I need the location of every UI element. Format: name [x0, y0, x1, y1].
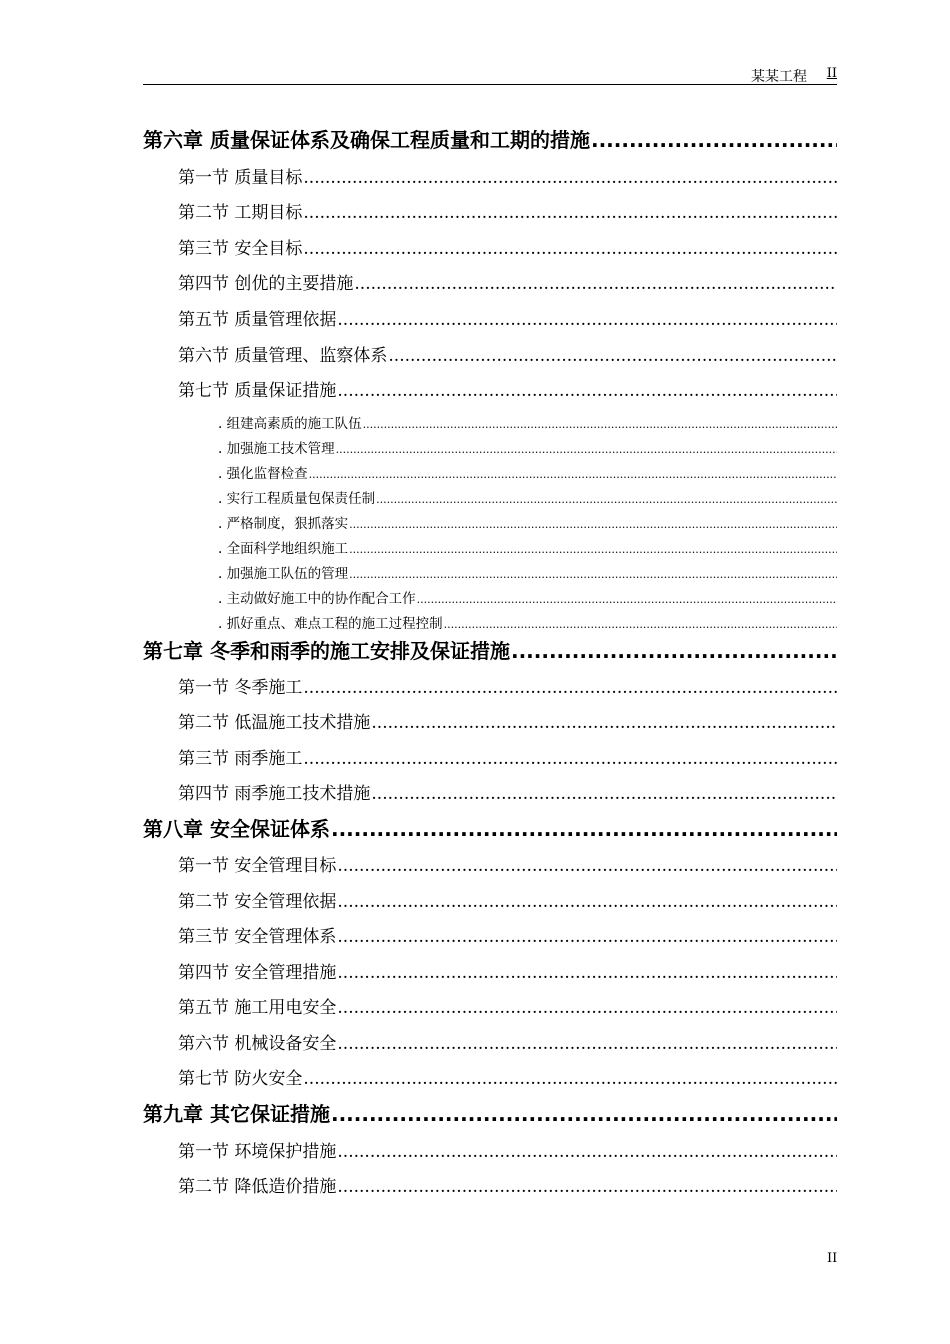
- toc-section[interactable]: [178, 305, 837, 330]
- toc-label: 第六章 质量保证体系及确保工程质量和工期的措施: [143, 128, 590, 152]
- dot-leader: [337, 856, 837, 876]
- toc-section[interactable]: [178, 376, 837, 401]
- toc-label: 第一节 环境保护措施: [178, 1142, 337, 1162]
- toc-subitem[interactable]: [218, 412, 837, 432]
- toc-subitem[interactable]: [218, 462, 837, 482]
- dot-leader: [303, 749, 837, 769]
- dot-leader: [331, 817, 837, 841]
- dot-leader: [349, 518, 837, 531]
- dot-leader: [363, 418, 837, 431]
- toc-label: 第五节 质量管理依据: [178, 310, 337, 330]
- dot-leader: [337, 1177, 837, 1197]
- toc-label: 第一节 安全管理目标: [178, 856, 337, 876]
- toc-label: 第一节 质量目标: [178, 168, 303, 188]
- toc-label: 第六节 质量管理、监察体系: [178, 346, 388, 366]
- header-title: 某某工程: [751, 69, 807, 85]
- toc-section[interactable]: [178, 744, 837, 769]
- toc-chapter-9[interactable]: [143, 1098, 837, 1127]
- dot-leader: [371, 784, 837, 804]
- toc-label: 第二节 工期目标: [178, 203, 303, 223]
- toc-label: 第三节 安全目标: [178, 239, 303, 259]
- toc-section[interactable]: [178, 163, 837, 188]
- toc-section[interactable]: [178, 708, 837, 733]
- footer-page-number: II: [827, 1251, 838, 1266]
- toc-label: . 严格制度，狠抓落实: [218, 516, 349, 532]
- toc-section[interactable]: [178, 958, 837, 983]
- dot-leader: [336, 443, 837, 456]
- toc-label: 第二节 低温施工技术措施: [178, 713, 371, 733]
- dot-leader: [354, 274, 837, 294]
- dot-leader: [511, 639, 837, 663]
- toc-label: 第四节 创优的主要措施: [178, 274, 354, 294]
- dot-leader: [303, 168, 837, 188]
- toc-section[interactable]: [178, 198, 837, 223]
- toc-label: 第二节 降低造价措施: [178, 1177, 337, 1197]
- toc-section[interactable]: [178, 269, 837, 294]
- dot-leader: [337, 963, 837, 983]
- toc-section[interactable]: [178, 887, 837, 912]
- toc-subitem[interactable]: [218, 587, 837, 607]
- toc-subitem[interactable]: [218, 512, 837, 532]
- toc-label: 第八章 安全保证体系: [143, 817, 330, 841]
- dot-leader: [417, 593, 837, 606]
- page-header: [143, 64, 837, 85]
- toc-label: . 全面科学地组织施工: [218, 541, 349, 557]
- dot-leader: [444, 618, 837, 631]
- toc-section[interactable]: [178, 922, 837, 947]
- dot-leader: [371, 713, 837, 733]
- toc-subitem[interactable]: [218, 562, 837, 582]
- toc-section[interactable]: [178, 1172, 837, 1197]
- toc-subitem[interactable]: [218, 487, 837, 507]
- toc-subitem[interactable]: [218, 612, 837, 632]
- dot-leader: [337, 381, 837, 401]
- dot-leader: [388, 346, 837, 366]
- toc-label: 第七章 冬季和雨季的施工安排及保证措施: [143, 639, 510, 663]
- toc-label: . 加强施工队伍的管理: [218, 566, 349, 582]
- toc-section[interactable]: [178, 1137, 837, 1162]
- dot-leader: [349, 568, 837, 581]
- toc-section[interactable]: [178, 779, 837, 804]
- toc-label: . 强化监督检查: [218, 466, 308, 482]
- dot-leader: [376, 493, 837, 506]
- toc-label: 第七节 防火安全: [178, 1069, 303, 1089]
- toc-label: 第六节 机械设备安全: [178, 1034, 337, 1054]
- toc-section[interactable]: [178, 234, 837, 259]
- dot-leader: [309, 468, 837, 481]
- toc-label: 第四节 安全管理措施: [178, 963, 337, 983]
- dot-leader: [337, 892, 837, 912]
- toc-label: 第三节 安全管理体系: [178, 927, 337, 947]
- dot-leader: [337, 927, 837, 947]
- toc-label: . 主动做好施工中的协作配合工作: [218, 591, 416, 607]
- toc-subitem[interactable]: [218, 537, 837, 557]
- dot-leader: [331, 1102, 837, 1126]
- toc-subitem[interactable]: [218, 437, 837, 457]
- dot-leader: [349, 543, 837, 556]
- toc-label: 第九章 其它保证措施: [143, 1102, 330, 1126]
- dot-leader: [337, 1142, 837, 1162]
- toc-label: 第七节 质量保证措施: [178, 381, 337, 401]
- toc-chapter-6[interactable]: [143, 124, 837, 153]
- toc-label: . 加强施工技术管理: [218, 441, 335, 457]
- toc-section[interactable]: [178, 673, 837, 698]
- header-page-number: II: [826, 66, 837, 81]
- toc-label: 第一节 冬季施工: [178, 678, 303, 698]
- toc-chapter-8[interactable]: [143, 813, 837, 842]
- toc-label: . 组建高素质的施工队伍: [218, 416, 362, 432]
- dot-leader: [591, 128, 837, 152]
- toc-section[interactable]: [178, 341, 837, 366]
- toc-label: . 抓好重点、难点工程的施工过程控制: [218, 616, 443, 632]
- toc-section[interactable]: [178, 1064, 837, 1089]
- toc-label: . 实行工程质量包保责任制: [218, 491, 376, 507]
- toc-section[interactable]: [178, 851, 837, 876]
- toc-section[interactable]: [178, 993, 837, 1018]
- dot-leader: [303, 1069, 837, 1089]
- dot-leader: [303, 678, 837, 698]
- dot-leader: [337, 1034, 837, 1054]
- toc-label: 第五节 施工用电安全: [178, 998, 337, 1018]
- dot-leader: [337, 998, 837, 1018]
- toc-label: 第二节 安全管理依据: [178, 892, 337, 912]
- dot-leader: [303, 203, 837, 223]
- toc-label: 第四节 雨季施工技术措施: [178, 784, 371, 804]
- dot-leader: [303, 239, 837, 259]
- dot-leader: [337, 310, 837, 330]
- toc-chapter-7[interactable]: [143, 635, 837, 664]
- toc-label: 第三节 雨季施工: [178, 749, 303, 769]
- toc-section[interactable]: [178, 1029, 837, 1054]
